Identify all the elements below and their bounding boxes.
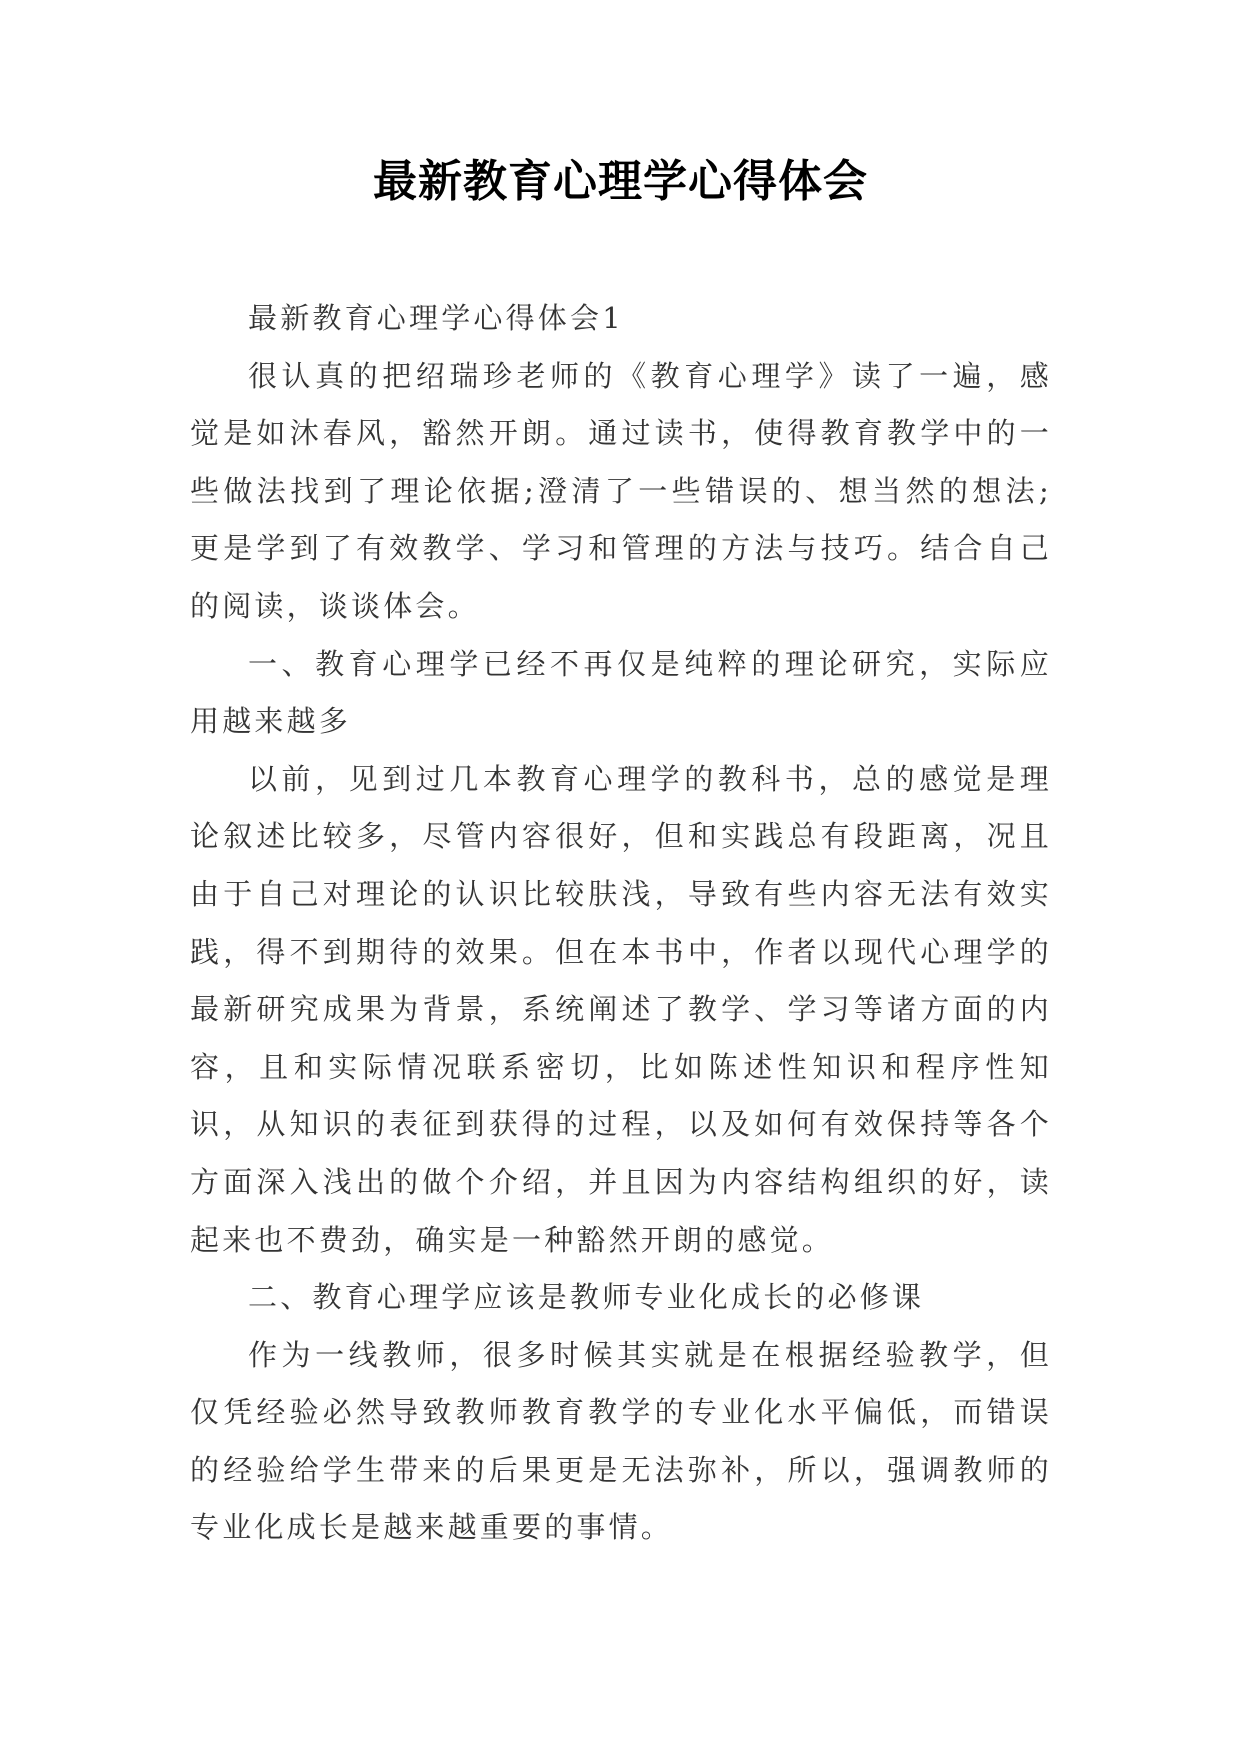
document-body bbox=[190, 290, 1052, 1557]
document-title: 最新教育心理学心得体会 bbox=[373, 156, 868, 207]
subsection-heading: 一、教育心理学已经不再仅是纯粹的理论研究，实际应用越来越多 bbox=[190, 646, 1052, 739]
subsection-heading: 二、教育心理学应该是教师专业化成长的必修课 bbox=[248, 1280, 925, 1315]
paragraph: 很认真的把绍瑞珍老师的《教育心理学》读了一遍，感觉是如沐春风，豁然开朗。通过读书，使得教育教学中的一些做法找到了理论依据;澄清了一些错误的、想当然的想法;更是学到了有效教学、学习和管理的方法与技巧。结合自己的阅读，谈谈体会。 bbox=[190, 358, 1052, 623]
section-heading: 最新教育心理学心得体会1 bbox=[248, 301, 624, 335]
paragraph: 以前，见到过几本教育心理学的教科书，总的感觉是理论叙述比较多，尽管内容很好，但和实践总有段距离，况且由于自己对理论的认识比较肤浅，导致有些内容无法有效实践，得不到期待的效果。但在本书中，作者以现代心理学的最新研究成果为背景，系统阐述了教学、学习等诸方面的内容，且和实际情况联系密切，比如陈述性知识和程序性知识，从知识的表征到获得的过程，以及如何有效保持等各个方面深入浅出的做个介绍，并且因为内容结构组织的好，读起来也不费劲，确实是一种豁然开朗的感觉。 bbox=[190, 761, 1052, 1257]
paragraph: 作为一线教师，很多时候其实就是在根据经验教学，但仅凭经验必然导致教师教育教学的专业化水平偏低，而错误的经验给学生带来的后果更是无法弥补，所以，强调教师的专业化成长是越来越重要的事情。 bbox=[190, 1337, 1052, 1545]
